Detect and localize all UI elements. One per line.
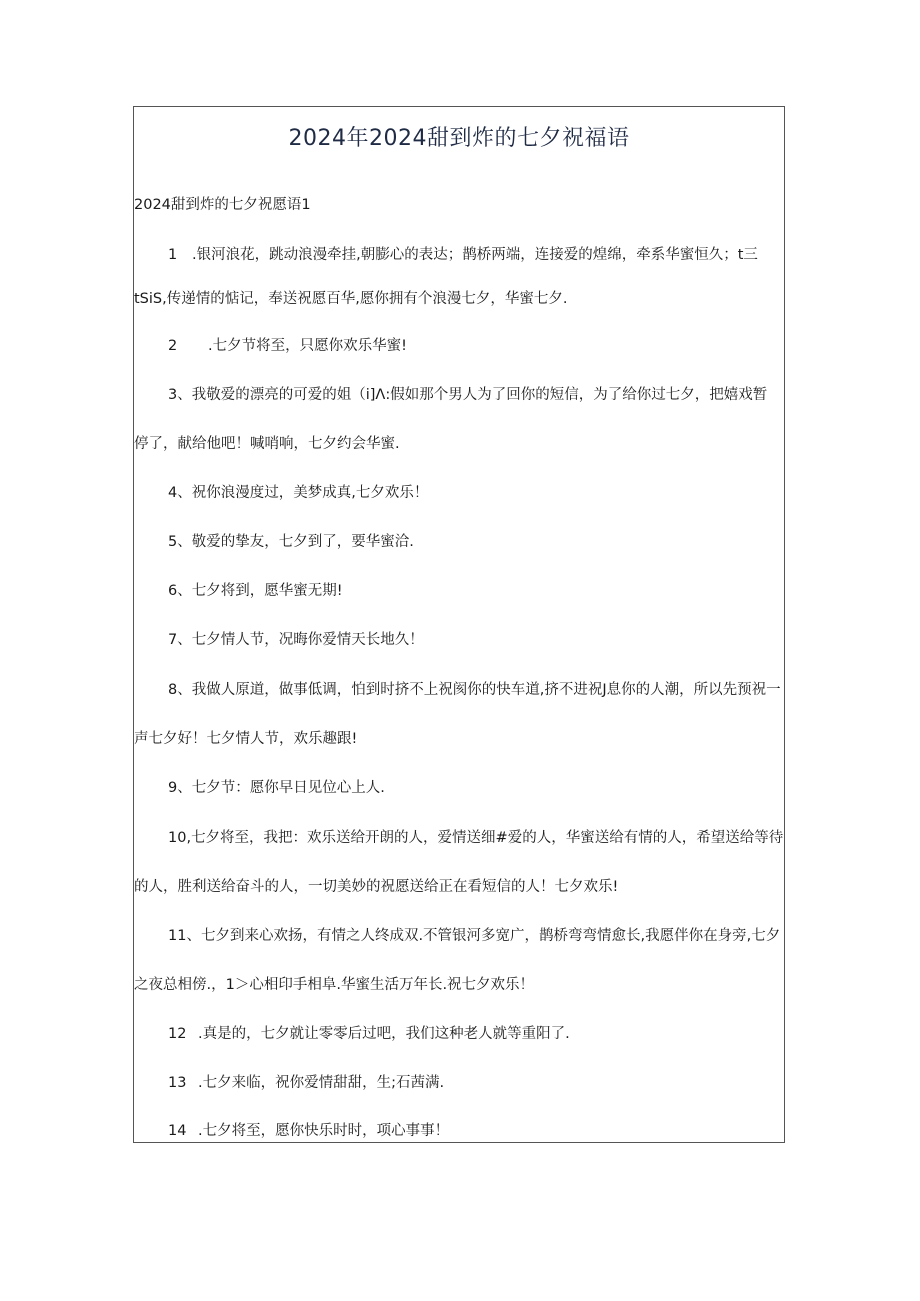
item-text: .七夕节将至，只愿你欢乐华蜜! [208,338,407,354]
item-number: 7、 [168,632,192,648]
item-number: 2 [168,338,178,354]
item-number: 12 [168,1026,187,1042]
list-item [168,243,758,264]
item-text: .真是的，七夕就让零零后过吧，我们这种老人就等重阳了. [198,1026,570,1042]
list-item [168,334,407,355]
item-text: 七夕到来心欢扬，有情之人终成双.不管银河多宽广，鹊桥弯弯情愈长,我愿伴你在身旁,七夕 [200,928,781,944]
item-text: 我敬爱的漂亮的可爱的姐（i]Λ:假如那个男人为了回你的短信，为了给你过七夕，把嬉戏暂 [191,387,768,403]
item-number: 8、 [168,682,192,698]
item-text: .七夕来临，祝你爱情甜甜，生;石茜满. [198,1075,445,1091]
item-number: 11、 [168,928,201,944]
item-number: 3、 [168,387,192,403]
list-item [168,826,783,847]
item-number: 14 [168,1123,187,1139]
item-text: .银河浪花，跳动浪漫牵挂,朝膨心的表达；鹊桥两端，连接爱的煌绵，牵系华蜜恒久；t三 [192,247,758,263]
item-text: 我做人原道，做事低调，怕到时挤不上祝阂你的快车道,挤不进祝J息你的人潮，所以先预祝一 [191,682,781,698]
item-number: 9、 [168,780,192,796]
list-item [168,924,780,945]
list-item [168,1119,449,1140]
item-number: 13 [168,1075,187,1091]
list-item-continuation: 的人，胜利送给奋斗的人，一切美妙的祝愿送给正在看短信的人！七夕欢乐! [134,879,619,895]
item-text: 敬爱的挚友，七夕到了，要华蜜洽. [191,534,414,550]
item-text: .七夕将至，愿你快乐时时，项心事事！ [198,1123,450,1139]
list-item [168,1071,444,1092]
list-item [168,628,424,649]
list-item [168,678,781,699]
list-item [168,383,767,404]
list-item [168,776,385,797]
item-text: 祝你浪漫度过，美梦成真,七夕欢乐！ [191,485,429,501]
list-item [168,530,414,551]
list-item-continuation: 之夜总相傍.，1＞心相印手相阜.华蜜生活万年长.祝七夕欢乐！ [134,977,535,993]
item-number: 4、 [168,485,192,501]
item-text: 七夕将至，我把：欢乐送给开朗的人，爱情送细#爱的人，华蜜送给有情的人，希望送给等待 [191,830,784,846]
item-number: 10, [168,830,192,846]
list-item-continuation: 停了，献给他吧！喊哨响，七夕约会华蜜. [134,436,400,452]
item-text: 七夕情人节，况晦你爱情天长地久！ [191,632,424,648]
item-number: 5、 [168,534,192,550]
section-heading: 2024甜到炸的七夕祝愿语1 [134,197,311,213]
list-item [168,579,343,600]
list-item-continuation: 声七夕好！七夕情人节，欢乐趣跟! [134,731,358,747]
item-text: 七夕节：愿你早日见位心上人. [191,780,385,796]
item-number: 6、 [168,583,192,599]
item-text: 七夕将到，愿华蜜无期! [191,583,343,599]
list-item-continuation: tSiS,传递情的惦记，奉送祝愿百华,愿你拥有个浪漫七夕，华蜜七夕. [134,291,568,307]
item-number: 1 [168,247,178,263]
list-item [168,1022,570,1043]
document-title: 2024年2024甜到炸的七夕祝福语 [288,126,630,151]
document-page [133,106,785,1143]
list-item [168,481,428,502]
